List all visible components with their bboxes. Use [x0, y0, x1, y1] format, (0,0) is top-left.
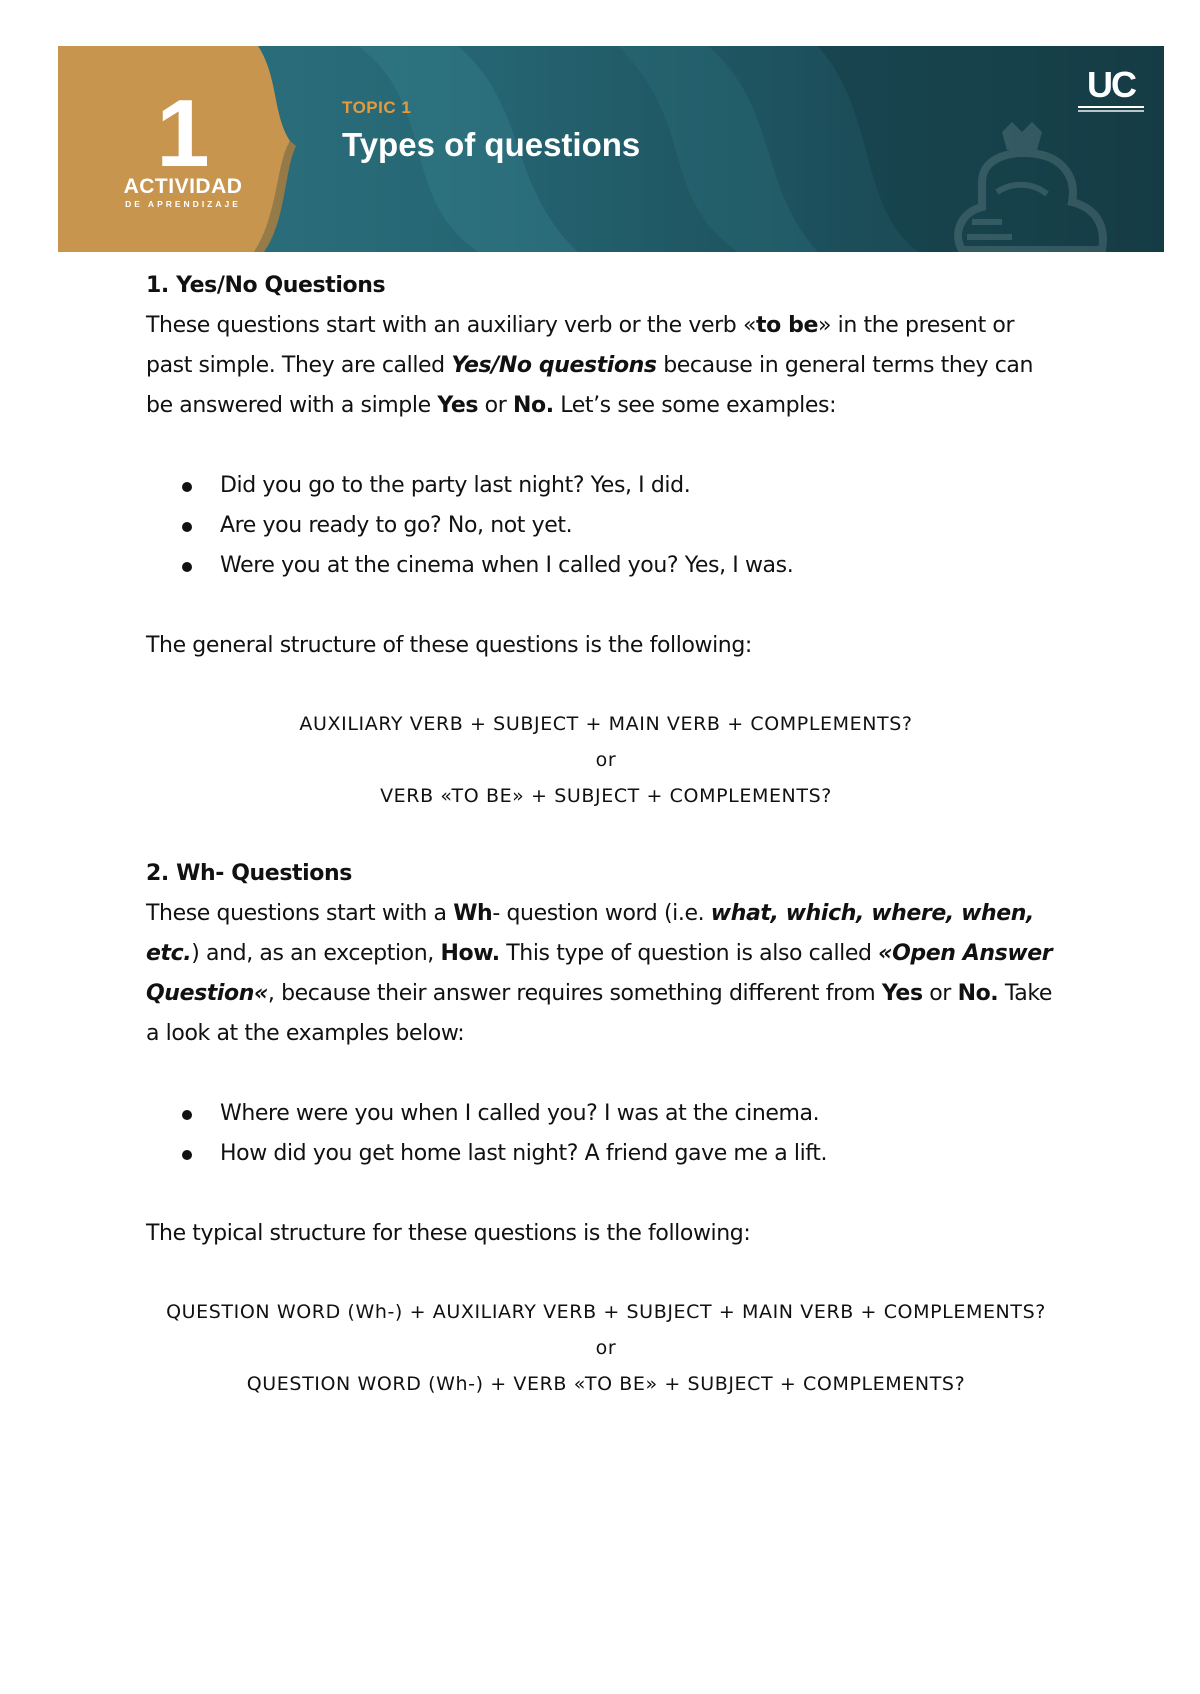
document-body [146, 266, 1066, 1402]
bullet-icon [182, 482, 192, 492]
bold-text: to be [756, 313, 818, 338]
structure-line: QUESTION WORD (Wh-) + VERB «TO BE» + SUBJECT + COMPLEMENTS? [246, 1373, 966, 1395]
structure-line: or [595, 1337, 617, 1359]
text-run: These questions start with an auxiliary verb or the verb « [146, 313, 757, 338]
logo-underline-secondary [1078, 110, 1144, 112]
yes-no-structure-formula [146, 706, 1066, 814]
lion-emblem-icon [942, 122, 1112, 252]
structure-line: VERB «TO BE» + SUBJECT + COMPLEMENTS? [380, 785, 832, 807]
text-run: Let’s see some examples: [553, 393, 837, 418]
example-text: Did you go to the party last night? Yes, I did. [220, 473, 691, 498]
text-run: » in the present or past simple. They are called [146, 313, 1015, 378]
example-text: Are you ready to go? No, not yet. [220, 513, 573, 538]
bold-text: Yes [881, 981, 923, 1006]
structure-line: QUESTION WORD (Wh-) + AUXILIARY VERB + SUBJECT + MAIN VERB + COMPLEMENTS? [166, 1301, 1046, 1323]
text-run: or [922, 981, 958, 1006]
uc-logo-text: UC [1087, 64, 1135, 105]
structure-line: or [595, 749, 617, 771]
yes-no-examples-list [146, 466, 1066, 586]
yes-no-structure-intro: The general structure of these questions is the following: [146, 633, 752, 658]
wh-intro-paragraph [146, 894, 1066, 1054]
example-text: Were you at the cinema when I called you? Yes, I was. [220, 553, 794, 578]
spacer [146, 1054, 1066, 1094]
activity-label: ACTIVIDAD [123, 175, 243, 198]
structure-line: AUXILIARY VERB + SUBJECT + MAIN VERB + COMPLEMENTS? [299, 713, 913, 735]
bold-italic-text: what, which, where, when, etc. [146, 901, 1035, 966]
bold-italic-text: Yes/No questions [451, 353, 657, 378]
list-item [220, 506, 1066, 546]
example-text: Where were you when I called you? I was at the cinema. [220, 1101, 820, 1126]
spacer [146, 586, 1066, 626]
wh-structure-formula [146, 1294, 1066, 1402]
activity-sublabel: DE APRENDIZAJE [125, 199, 241, 209]
page-title: Types of questions [342, 126, 641, 163]
bullet-icon [182, 522, 192, 532]
example-text: How did you get home last night? A friend gave me a lift. [220, 1141, 828, 1166]
spacer [146, 814, 1066, 854]
logo-underline [1078, 106, 1144, 108]
spacer [146, 1174, 1066, 1214]
bullet-icon [182, 562, 192, 572]
text-run: These questions start with a [146, 901, 454, 926]
bold-text: How. [440, 941, 500, 966]
text-run: - question word (i.e. [492, 901, 711, 926]
wh-structure-intro: The typical structure for these questions is the following: [146, 1221, 751, 1246]
spacer [146, 1254, 1066, 1294]
text-run: because in general terms they can be answered with a simple [146, 353, 1034, 418]
bullet-icon [182, 1150, 192, 1160]
text-run: This type of question is also called [499, 941, 879, 966]
wh-examples-list [146, 1094, 1066, 1174]
topic-label: TOPIC 1 [342, 98, 412, 117]
uc-logo [1072, 66, 1150, 118]
bold-text: No. [957, 981, 999, 1006]
text-run: , because their answer requires something different from [267, 981, 882, 1006]
bold-text: No. [512, 393, 554, 418]
header-banner [58, 46, 1164, 252]
list-item [220, 466, 1066, 506]
bullet-icon [182, 1110, 192, 1120]
list-item [220, 1134, 1066, 1174]
bold-text: Wh [453, 901, 493, 926]
text-run: Take a look at the examples below: [146, 981, 1053, 1046]
list-item [220, 1094, 1066, 1134]
spacer [146, 666, 1066, 706]
text-run: ) and, as an exception, [191, 941, 441, 966]
spacer [146, 426, 1066, 466]
yes-no-intro-paragraph [146, 306, 1066, 426]
bold-italic-text: «Open Answer Question« [146, 941, 1053, 1006]
bold-text: Yes [437, 393, 479, 418]
section-heading-yes-no: 1. Yes/No Questions [146, 273, 386, 298]
section-heading-wh: 2. Wh- Questions [146, 861, 352, 886]
text-run: or [478, 393, 513, 418]
list-item [220, 546, 1066, 586]
activity-number: 1 [156, 80, 210, 187]
